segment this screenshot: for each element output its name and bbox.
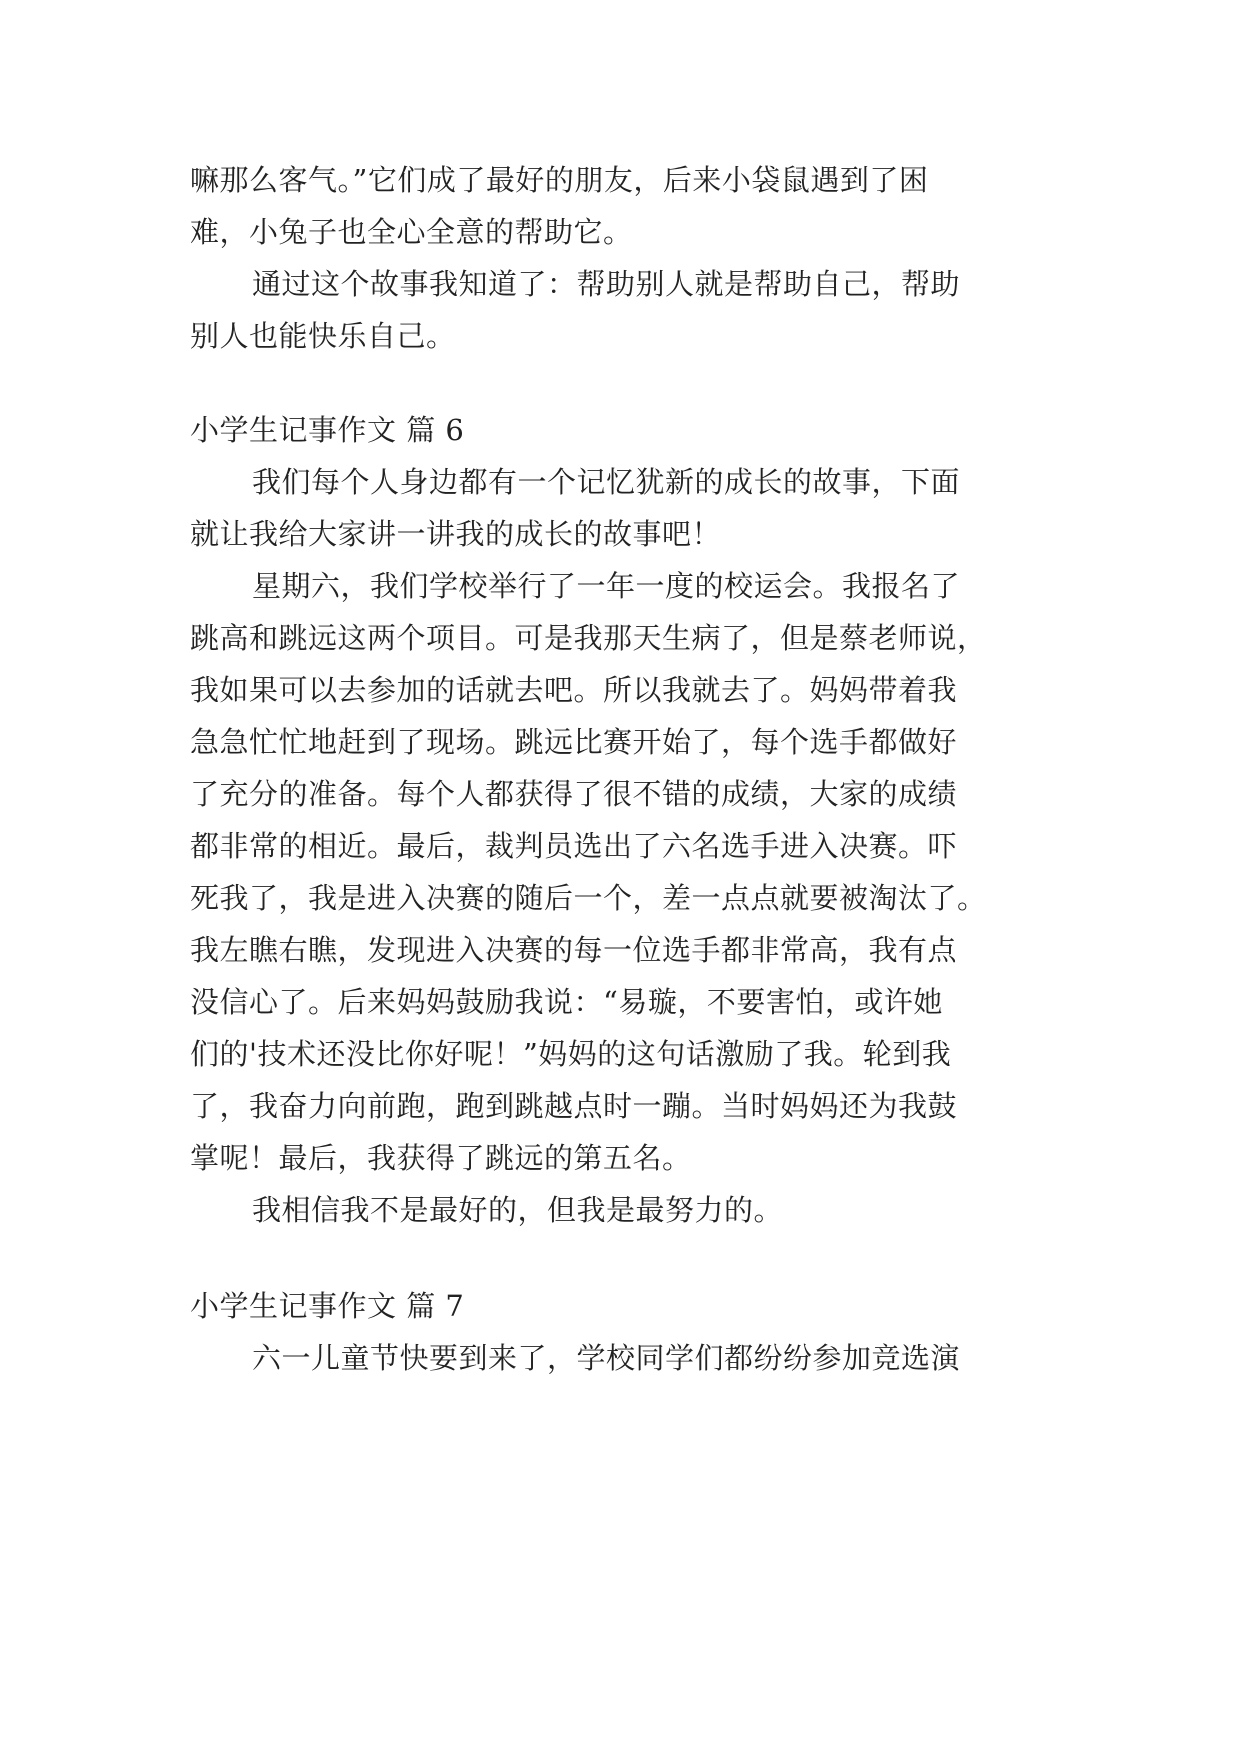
text-line: 跳高和跳远这两个项目。可是我那天生病了，但是蔡老师说， bbox=[190, 621, 987, 655]
text-line: 都非常的相近。最后，裁判员选出了六名选手进入决赛。吓 bbox=[190, 829, 958, 863]
text-line: 六一儿童节快要到来了，学校同学们都纷纷参加竞选演 bbox=[252, 1341, 961, 1375]
text-line: 星期六，我们学校举行了一年一度的校运会。我报名了 bbox=[252, 569, 961, 603]
section-heading: 小学生记事作文 篇 6 bbox=[190, 413, 465, 447]
text-line: 们的'技术还没比你好呢！”妈妈的这句话激励了我。轮到我 bbox=[190, 1037, 952, 1071]
text-line: 急急忙忙地赶到了现场。跳远比赛开始了，每个选手都做好 bbox=[190, 725, 958, 759]
text-line: 了充分的准备。每个人都获得了很不错的成绩，大家的成绩 bbox=[190, 777, 958, 811]
text-line: 我如果可以去参加的话就去吧。所以我就去了。妈妈带着我 bbox=[190, 673, 958, 707]
text-line: 别人也能快乐自己。 bbox=[190, 319, 456, 353]
text-line: 没信心了。后来妈妈鼓励我说：“易璇，不要害怕，或许她 bbox=[190, 985, 943, 1019]
text-line: 我左瞧右瞧，发现进入决赛的每一位选手都非常高，我有点 bbox=[190, 933, 958, 967]
text-line: 通过这个故事我知道了：帮助别人就是帮助自己，帮助 bbox=[252, 267, 961, 301]
text-line: 嘛那么客气。”它们成了最好的朋友，后来小袋鼠遇到了困 bbox=[190, 163, 929, 197]
text-line: 了，我奋力向前跑，跑到跳越点时一蹦。当时妈妈还为我鼓 bbox=[190, 1089, 958, 1123]
text-line: 就让我给大家讲一讲我的成长的故事吧！ bbox=[190, 517, 722, 551]
text-line: 难，小兔子也全心全意的帮助它。 bbox=[190, 215, 633, 249]
text-line: 掌呢！最后，我获得了跳远的第五名。 bbox=[190, 1141, 692, 1175]
section-heading: 小学生记事作文 篇 7 bbox=[190, 1289, 465, 1323]
text-line: 我相信我不是最好的，但我是最努力的。 bbox=[252, 1193, 784, 1227]
text-line: 死我了，我是进入决赛的随后一个，差一点点就要被淘汰了。 bbox=[190, 881, 987, 915]
text-line: 我们每个人身边都有一个记忆犹新的成长的故事，下面 bbox=[252, 465, 961, 499]
